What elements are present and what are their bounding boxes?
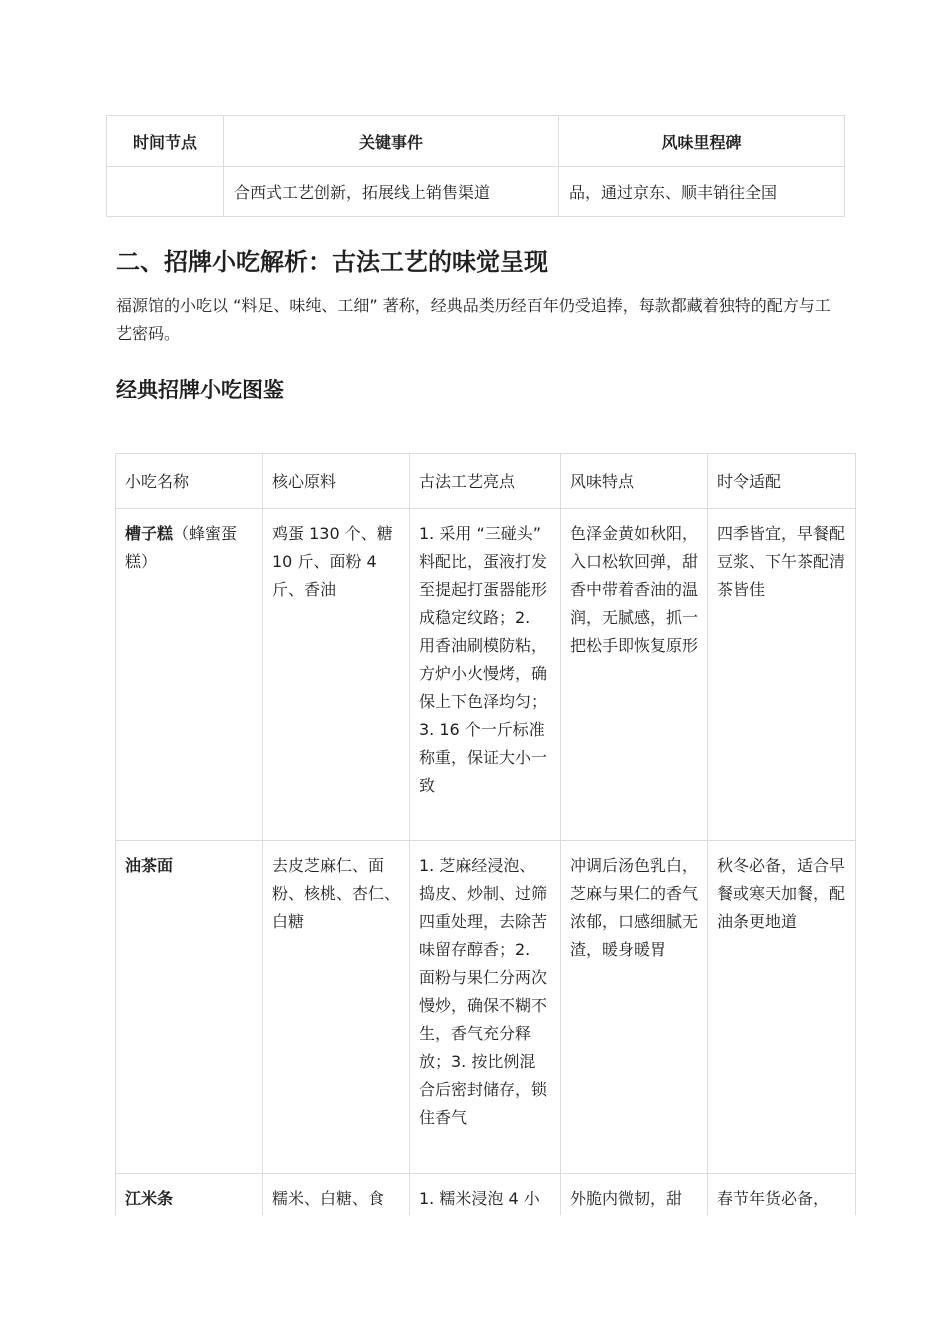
header-cell: 古法工艺亮点 [410, 454, 561, 509]
snack-name: 油茶面 [125, 856, 174, 875]
snack-name-cell [116, 841, 263, 1174]
snacks-table [115, 453, 856, 1215]
table-cell: 合西式工艺创新，拓展线上销售渠道 [224, 167, 559, 217]
snack-name-note: （蜂蜜蛋糕） [125, 524, 238, 571]
table-cell [107, 167, 224, 217]
snack-name: 槽子糕 [125, 524, 174, 543]
subsection-heading: 经典招牌小吃图鉴 [116, 378, 284, 402]
snack-name-cell [116, 1174, 263, 1216]
snacks-table-container [115, 453, 856, 1215]
table-row [116, 509, 856, 841]
table-row [116, 841, 856, 1174]
table-header-row [107, 116, 845, 167]
season-cell: 四季皆宜，早餐配豆浆、下午茶配清茶皆佳 [708, 509, 856, 841]
snack-name: 江米条 [125, 1189, 174, 1208]
craft-cell: 1. 糯米浸泡 4 小 [410, 1174, 561, 1216]
table-header-row [116, 454, 856, 509]
intro-paragraph: 福源馆的小吃以 “料足、味纯、工细” 著称，经典品类历经百年仍受追捧，每款都藏着独特的配方与工艺密码。 [116, 296, 831, 343]
ingredients-cell: 鸡蛋 130 个、糖 10 斤、面粉 4 斤、香油 [263, 509, 410, 841]
header-cell: 关键事件 [224, 116, 559, 167]
section-heading: 二、招牌小吃解析：古法工艺的味觉呈现 [116, 248, 548, 276]
header-cell: 小吃名称 [116, 454, 263, 509]
ingredients-cell: 糯米、白糖、食 [263, 1174, 410, 1216]
flavor-cell: 冲调后汤色乳白，芝麻与果仁的香气浓郁，口感细腻无渣，暖身暖胃 [561, 841, 708, 1174]
timeline-table [106, 115, 845, 217]
header-cell: 风味里程碑 [559, 116, 845, 167]
flavor-cell: 外脆内微韧，甜 [561, 1174, 708, 1216]
header-cell: 风味特点 [561, 454, 708, 509]
flavor-cell: 色泽金黄如秋阳，入口松软回弹，甜香中带着香油的温润，无腻感，抓一把松手即恢复原形 [561, 509, 708, 841]
header-cell: 核心原料 [263, 454, 410, 509]
season-cell: 春节年货必备， [708, 1174, 856, 1216]
ingredients-cell: 去皮芝麻仁、面粉、核桃、杏仁、白糖 [263, 841, 410, 1174]
craft-cell: 1. 采用 “三碰头” 料配比，蛋液打发至提起打蛋器能形成稳定纹路；2. 用香油刷模防粘，方炉小火慢烤，确保上下色泽均匀；3. 16 个一斤标准称重，保证大小一致 [410, 509, 561, 841]
craft-cell: 1. 芝麻经浸泡、捣皮、炒制、过筛四重处理，去除苦味留存醇香；2. 面粉与果仁分两次慢炒，确保不糊不生，香气充分释放；3. 按比例混合后密封储存，锁住香气 [410, 841, 561, 1174]
table-cell: 品，通过京东、顺丰销往全国 [559, 167, 845, 217]
snack-name-cell [116, 509, 263, 841]
header-cell: 时令适配 [708, 454, 856, 509]
table-row [107, 167, 845, 217]
header-cell: 时间节点 [107, 116, 224, 167]
table-row [116, 1174, 856, 1216]
season-cell: 秋冬必备，适合早餐或寒天加餐，配油条更地道 [708, 841, 856, 1174]
